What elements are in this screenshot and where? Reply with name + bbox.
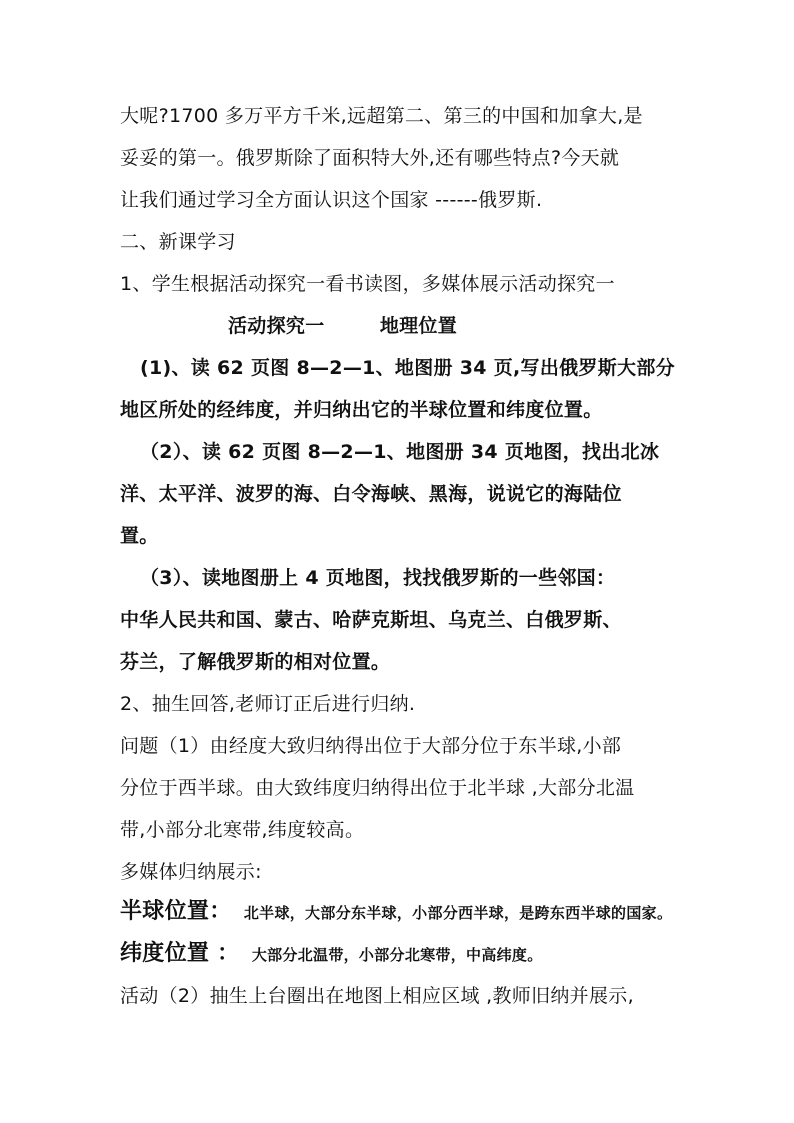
task2-line-1: （2）、读 62 页图 8—2—1、地图册 34 页地图，找出北冰 [140,441,660,463]
task1-line-1: (1)、读 62 页图 8—2—1、地图册 34 页,写出俄罗斯大部分 [140,357,675,379]
task2-line-3: 置。 [120,525,159,547]
activity2-line: 活动（2）抽生上台圈出在地图上相应区域 ,教师旧纳并展示, [120,985,634,1007]
hemisphere-label: 半球位置： [120,899,232,924]
intro-line-1: 大呢?1700 多万平方千米,远超第二、第三的中国和加拿大,是 [120,105,643,127]
answer1-line-3: 带,小部分北寒带,纬度较高。 [120,819,365,841]
answer1-line-1: 问题（1）由经度大致归纳得出位于大部分位于东半球,小部 [120,735,622,757]
task3-line-1: （3）、读地图册上 4 页地图，找找俄罗斯的一些邻国： [140,567,616,589]
activity-title: 活动探究一 地理位置 [228,315,458,337]
hemisphere-text: 北半球，大部分东半球，小部分西半球，是跨东西半球的国家。 [243,904,673,922]
section-two-title: 二、新课学习 [120,231,236,253]
intro-line-3: 让我们通过学习全方面认识这个国家 ------俄罗斯. [120,189,543,211]
task3-line-2: 中华人民共和国、蒙古、哈萨克斯坦、乌克兰、白俄罗斯、 [120,609,622,631]
hemisphere-row [120,899,672,926]
intro-line-2: 妥妥的第一。俄罗斯除了面积特大外,还有哪些特点?今天就 [120,147,620,169]
latitude-row [120,941,543,968]
latitude-label: 纬度位置 ： [120,941,240,966]
step2-text: 2、抽生回答,老师订正后进行归纳. [120,693,416,715]
latitude-text: 大部分北温带，小部分北寒带，中高纬度。 [251,946,543,964]
multimedia-label: 多媒体归纳展示: [120,861,262,883]
step1-text: 1、学生根据活动探究一看书读图，多媒体展示活动探究一 [120,273,615,295]
task3-line-3: 芬兰，了解俄罗斯的相对位置。 [120,651,391,673]
task2-line-2: 洋、太平洋、波罗的海、白令海峡、黑海，说说它的海陆位 [120,483,622,505]
task1-line-2: 地区所处的经纬度，并归纳出它的半球位置和纬度位置。 [120,399,603,421]
answer1-line-2: 分位于西半球。由大致纬度归纳得出位于北半球 ,大部分北温 [120,777,635,799]
